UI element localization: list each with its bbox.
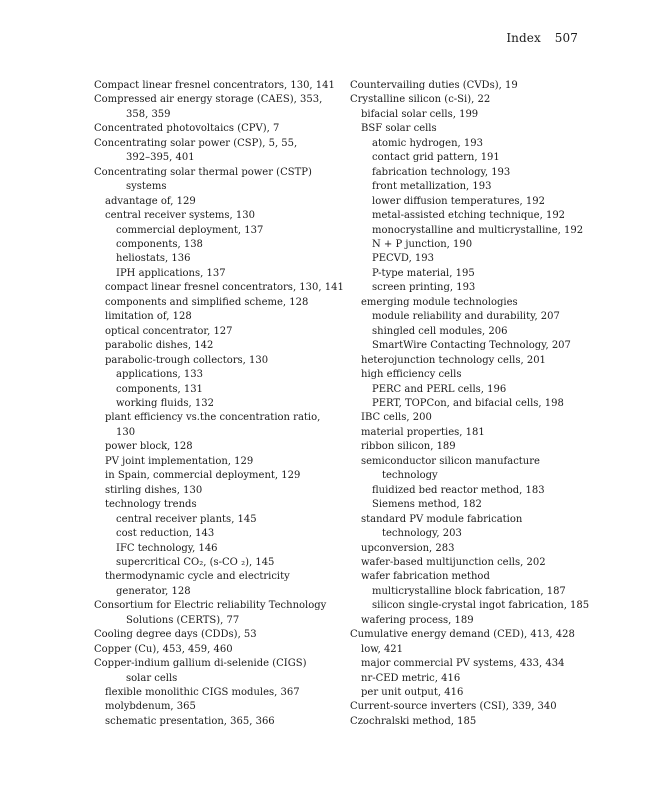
index-entry: Compact linear fresnel concentrators, 130, 141 (94, 80, 335, 91)
index-entry: IFC technology, 146 (116, 542, 218, 554)
index-entry: Cumulative energy demand (CED), 413, 428 (350, 629, 575, 641)
index-entry: low, 421 (361, 643, 404, 655)
index-entry: solar cells (126, 672, 178, 684)
running-header (506, 31, 578, 45)
index-entry: stirling dishes, 130 (105, 484, 203, 496)
index-entry: Siemens method, 182 (372, 499, 482, 511)
index-entry: major commercial PV systems, 433, 434 (361, 658, 565, 670)
index-entry: wafering process, 189 (361, 614, 474, 626)
index-entry: shingled cell modules, 206 (372, 325, 508, 337)
index-entry: components, 131 (116, 383, 203, 395)
index-entry: screen printing, 193 (372, 282, 476, 294)
index-entry: wafer fabrication method (361, 571, 490, 583)
index-entry: advantage of, 129 (105, 195, 196, 207)
index-entry: Solutions (CERTS), 77 (126, 614, 240, 626)
index-entry: thermodynamic cycle and electricity (105, 571, 290, 583)
index-entry: parabolic-trough collectors, 130 (105, 354, 269, 366)
index-entry: semiconductor silicon manufacture (361, 455, 540, 467)
index-entry: limitation of, 128 (105, 311, 192, 323)
index-entry: nr-CED metric, 416 (361, 672, 461, 684)
page-number: 507 (554, 31, 578, 45)
index-entry: power block, 128 (105, 441, 193, 453)
index-entry: P-type material, 195 (372, 267, 475, 279)
index-entry: Copper (Cu), 453, 459, 460 (94, 643, 233, 655)
index-entry: heterojunction technology cells, 201 (361, 354, 546, 366)
index-entry: IBC cells, 200 (361, 412, 432, 424)
index-entry: BSF solar cells (361, 123, 437, 135)
index-entry: applications, 133 (116, 369, 203, 381)
index-entry: PERT, TOPCon, and bifacial cells, 198 (372, 397, 564, 409)
index-entry: Consortium for Electric reliability Technology (94, 600, 327, 612)
index-entry: standard PV module fabrication (361, 513, 523, 525)
index-entry: supercritical CO₂, (s-CO ₂), 145 (116, 556, 275, 568)
index-entry: central receiver systems, 130 (105, 210, 255, 222)
index-entry: N + P junction, 190 (372, 238, 473, 250)
index-entry: technology, 203 (382, 528, 462, 540)
index-entry: fabrication technology, 193 (372, 166, 511, 178)
index-entry: monocrystalline and multicrystalline, 192 (372, 224, 584, 236)
index-entry: schematic presentation, 365, 366 (105, 715, 275, 727)
index-entry: 358, 359 (126, 108, 171, 120)
index-entry: multicrystalline block fabrication, 187 (372, 585, 566, 597)
index-entry: in Spain, commercial deployment, 129 (105, 470, 301, 482)
index-entry: PECVD, 193 (372, 253, 435, 265)
index-entry: flexible monolithic CIGS modules, 367 (105, 687, 300, 699)
index-entry: compact linear fresnel concentrators, 130, 141 (105, 282, 344, 294)
index-entry: ribbon silicon, 189 (361, 441, 456, 453)
index-entry: atomic hydrogen, 193 (372, 137, 483, 149)
index-entry: Copper-indium gallium di-selenide (CIGS) (94, 658, 307, 670)
index-entry: 392–395, 401 (126, 152, 195, 164)
index-column-right (350, 79, 590, 729)
index-entry: Czochralski method, 185 (350, 715, 477, 727)
index-entry: systems (126, 181, 167, 193)
index-entry: wafer-based multijunction cells, 202 (361, 556, 546, 568)
index-entry: components, 138 (116, 238, 203, 250)
index-entry: Concentrating solar power (CSP), 5, 55, (94, 137, 298, 149)
index-entry: per unit output, 416 (361, 687, 464, 699)
index-entry: IPH applications, 137 (116, 267, 226, 279)
index-entry: molybdenum, 365 (105, 701, 196, 713)
index-entry: working fluids, 132 (116, 397, 214, 409)
index-entry: commercial deployment, 137 (116, 224, 264, 236)
index-entry: heliostats, 136 (116, 253, 191, 265)
index-entry: PV joint implementation, 129 (105, 455, 254, 467)
index-entry: fluidized bed reactor method, 183 (372, 484, 545, 496)
index-entry: Cooling degree days (CDDs), 53 (94, 629, 257, 641)
index-entry: SmartWire Contacting Technology, 207 (372, 340, 571, 352)
index-entry: plant efficiency vs.the concentration ratio, (105, 412, 321, 424)
section-label: Index (506, 31, 541, 45)
index-entry: components and simplified scheme, 128 (105, 296, 309, 308)
index-entry: module reliability and durability, 207 (372, 311, 560, 323)
index-entry: Concentrated photovoltaics (CPV), 7 (94, 123, 280, 135)
index-entry: generator, 128 (116, 585, 191, 597)
index-entry: bifacial solar cells, 199 (361, 108, 479, 120)
index-entry: cost reduction, 143 (116, 528, 215, 540)
index-entry: central receiver plants, 145 (116, 513, 257, 525)
index-entry: PERC and PERL cells, 196 (372, 383, 507, 395)
index-column-left (94, 79, 356, 729)
index-entry: Current-source inverters (CSI), 339, 340 (350, 701, 557, 713)
index-entry: Crystalline silicon (c-Si), 22 (350, 94, 491, 106)
index-entry: material properties, 181 (361, 426, 485, 438)
index-entry: Concentrating solar thermal power (CSTP) (94, 166, 312, 178)
index-entry: metal-assisted etching technique, 192 (372, 210, 566, 222)
index-entry: upconversion, 283 (361, 542, 455, 554)
index-entry: optical concentrator, 127 (105, 325, 233, 337)
index-entry: Compressed air energy storage (CAES), 353, (94, 94, 323, 106)
index-entry: 130 (116, 426, 136, 438)
index-entry: technology trends (105, 499, 197, 511)
index-entry: silicon single-crystal ingot fabrication, 185 (372, 600, 590, 612)
index-entry: front metallization, 193 (372, 181, 492, 193)
index-entry: parabolic dishes, 142 (105, 340, 214, 352)
index-entry: contact grid pattern, 191 (372, 152, 500, 164)
index-entry: lower diffusion temperatures, 192 (372, 195, 545, 207)
index-entry: emerging module technologies (361, 296, 518, 308)
index-entry: technology (382, 470, 438, 482)
index-entry: Countervailing duties (CVDs), 19 (350, 80, 518, 91)
index-entry: high efficiency cells (361, 369, 462, 381)
